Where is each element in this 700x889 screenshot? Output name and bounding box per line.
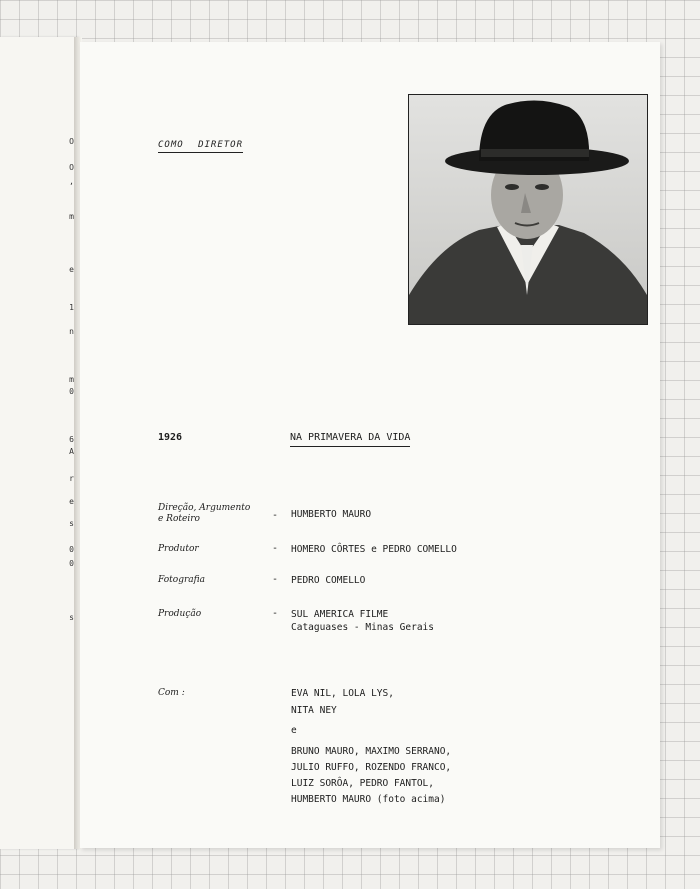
credit-value-photography: PEDRO COMELLO bbox=[291, 575, 366, 586]
credit-value-producer: HOMERO CÔRTES e PEDRO COMELLO bbox=[291, 544, 457, 555]
cast-line: HUMBERTO MAURO (foto acima) bbox=[291, 794, 446, 805]
cast-line: e bbox=[291, 725, 297, 736]
left-page-fragment: 6 bbox=[69, 435, 74, 444]
left-page-fragment: 0 bbox=[69, 559, 74, 568]
credit-value-direction: HUMBERTO MAURO bbox=[291, 509, 372, 520]
left-page-fragment: m bbox=[69, 212, 74, 221]
left-page-fragment: e bbox=[69, 265, 74, 274]
film-year: 1926 bbox=[158, 432, 183, 443]
cast-line: JULIO RUFFO, ROZENDO FRANCO, bbox=[291, 762, 452, 773]
left-page-fragment: s bbox=[69, 613, 74, 622]
left-page-fragment: O bbox=[69, 163, 74, 172]
portrait-photo bbox=[408, 94, 648, 325]
left-page-fragment: n bbox=[69, 327, 74, 336]
credit-dash: - bbox=[272, 543, 279, 554]
credit-dash: - bbox=[272, 608, 279, 619]
left-page-fragment: , bbox=[69, 177, 74, 186]
section-caption: COMO DIRETOR bbox=[158, 140, 243, 153]
left-page-fragment: r bbox=[69, 474, 74, 483]
portrait-photo-icon bbox=[409, 95, 647, 324]
left-page-fragment: s bbox=[69, 519, 74, 528]
left-page-fragment: m bbox=[69, 375, 74, 384]
cast-line: EVA NIL, LOLA LYS, bbox=[291, 688, 394, 699]
credit-dash: - bbox=[272, 574, 279, 585]
left-page-fragment: 1 bbox=[69, 303, 74, 312]
credit-label-photography: Fotografia bbox=[158, 575, 206, 585]
film-title: NA PRIMAVERA DA VIDA bbox=[290, 432, 410, 447]
credit-label-production: Produção bbox=[158, 609, 202, 619]
left-page-edge bbox=[0, 37, 78, 849]
left-page-fragment: A bbox=[69, 447, 74, 456]
cast-line: LUIZ SORÔA, PEDRO FANTOL, bbox=[291, 778, 434, 789]
credit-label-direction: Direção, Argumento e Roteiro bbox=[158, 503, 251, 524]
cast-line: BRUNO MAURO, MAXIMO SERRANO, bbox=[291, 746, 452, 757]
cast-line: NITA NEY bbox=[291, 705, 337, 716]
cast-label: Com : bbox=[158, 688, 185, 698]
credit-dash: - bbox=[272, 510, 279, 521]
credit-label-producer: Produtor bbox=[158, 544, 199, 554]
document-page bbox=[80, 42, 660, 848]
credit-value-production: SUL AMERICA FILME Cataguases - Minas Gerais bbox=[291, 609, 434, 633]
left-page-fragment: 0 bbox=[69, 545, 74, 554]
left-page-fragment: O bbox=[69, 137, 74, 146]
left-page-fragment: e bbox=[69, 497, 74, 506]
left-page-fragment: 0 bbox=[69, 387, 74, 396]
